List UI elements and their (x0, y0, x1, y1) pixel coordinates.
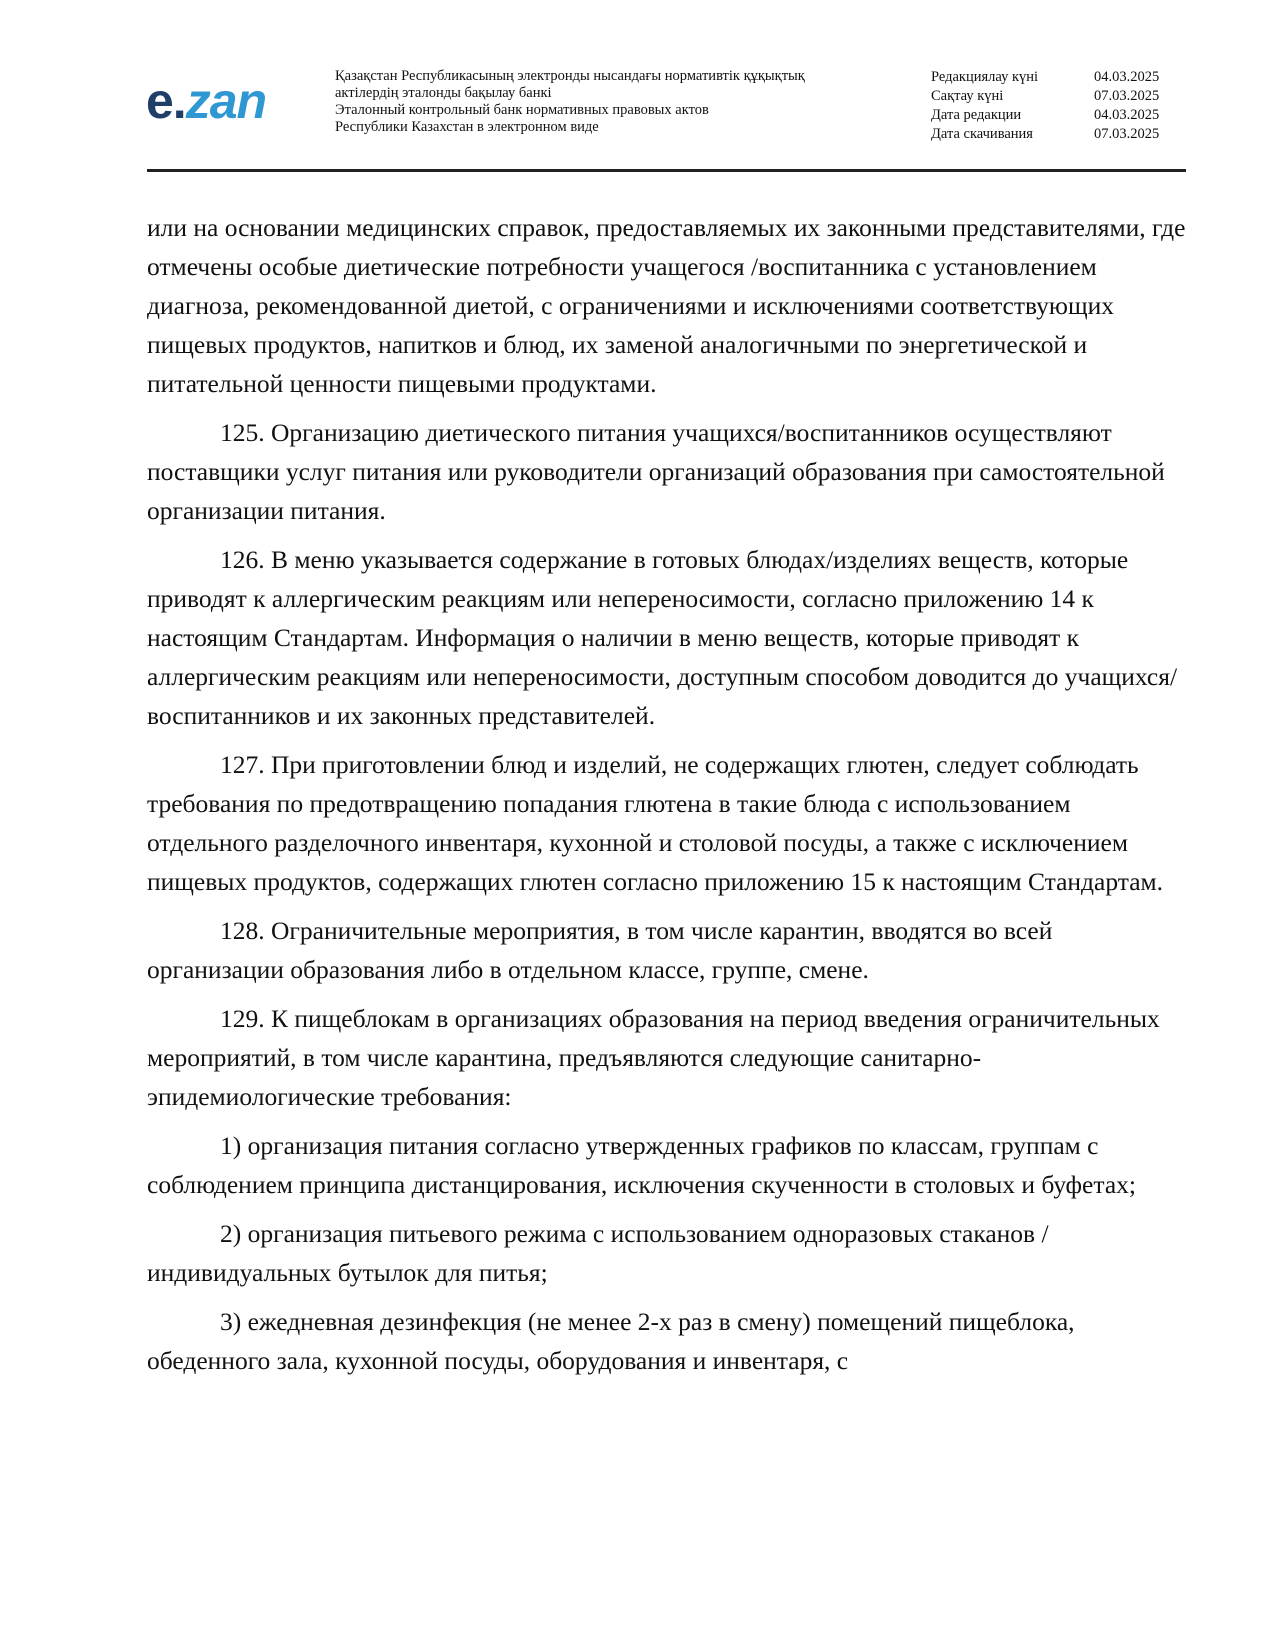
paragraph-125: 125. Организацию диетического питания учащихся/воспитанников осуществляют поставщики услуг питания или руководители организаций образования при самостоятельной организации питания. (147, 418, 1165, 525)
paragraph-126: 126. В меню указывается содержание в готовых блюдах/изделиях веществ, которые приводят к аллергическим реакциям или непереносимости, согласно приложению 14 к настоящим Стандартам. Информация о наличии в меню веществ, которые приводят к аллергическим реакциям или непереносимости, доступным способом доводится до учащихся/воспитанников и их законных представителей. (147, 545, 1178, 730)
meta-value: 04.03.2025 (1094, 107, 1160, 123)
paragraph-129: 129. К пищеблокам в организациях образования на период введения ограничительных мероприятий, в том числе карантина, предъявляются следующие санитарно-эпидемиологические требования: (147, 1004, 1160, 1111)
meta-row-edit-date-kz (931, 68, 1174, 87)
header-description (335, 68, 895, 136)
header-divider (147, 169, 1186, 172)
meta-label: Дата редакции (931, 107, 1022, 123)
meta-value: 07.03.2025 (1094, 88, 1160, 104)
meta-value: 07.03.2025 (1094, 126, 1160, 142)
paragraph-continuation: или на основании медицинских справок, предоставляемых их законными представителями, где отмечены особые диетические потребности учащегося /воспитанника с установлением диагноза, рекомендованной диетой, с ограничениями и исключениями соответствующих пищевых продуктов, напитков и блюд, их заменой аналогичными по энергетической и питательной ценности пищевыми продуктами. (147, 213, 1186, 398)
meta-label: Дата скачивания (931, 126, 1033, 142)
list-item-3: 3) ежедневная дезинфекция (не менее 2-х раз в смену) помещений пищеблока, обеденного зала, кухонной посуды, оборудования и инвентаря, с (147, 1307, 1075, 1375)
description-line: актілердің эталонды бақылау банкі (335, 85, 552, 101)
description-line: Эталонный контрольный банк нормативных правовых актов (335, 102, 709, 118)
logo-e: e. (146, 73, 186, 129)
paragraph-128: 128. Ограничительные мероприятия, в том числе карантин, вводятся во всей организации образования либо в отдельном классе, группе, смене. (147, 916, 1053, 984)
meta-row-save-date-kz (931, 87, 1174, 106)
description-line: Республики Казахстан в электронном виде (335, 119, 599, 135)
logo-zan: zan (185, 73, 267, 129)
list-item-2: 2) организация питьевого режима с использованием одноразовых стаканов /индивидуальных бутылок для питья; (147, 1219, 1049, 1287)
meta-row-edit-date-ru (931, 106, 1174, 125)
description-line: Қазақстан Республикасының электронды нысандағы нормативтік құқықтық (335, 68, 805, 84)
paragraph-127: 127. При приготовлении блюд и изделий, не содержащих глютен, следует соблюдать требования по предотвращению попадания глютена в такие блюда с использованием отдельного разделочного инвентаря, кухонной и столовой посуды, а также с исключением пищевых продуктов, содержащих глютен согласно приложению 15 к настоящим Стандартам. (147, 750, 1164, 896)
document-body (147, 208, 1187, 1390)
header-meta-table (931, 68, 1174, 144)
meta-value: 04.03.2025 (1094, 69, 1160, 85)
meta-label: Сақтау күні (931, 88, 1004, 104)
ezan-logo (146, 73, 267, 129)
list-item-1: 1) организация питания согласно утвержденных графиков по классам, группам с соблюдением принципа дистанцирования, исключения скученности в столовых и буфетах; (147, 1131, 1136, 1199)
meta-label: Редакциялау күні (931, 69, 1039, 85)
document-header (146, 62, 1185, 168)
meta-row-download-date-ru (931, 125, 1174, 144)
